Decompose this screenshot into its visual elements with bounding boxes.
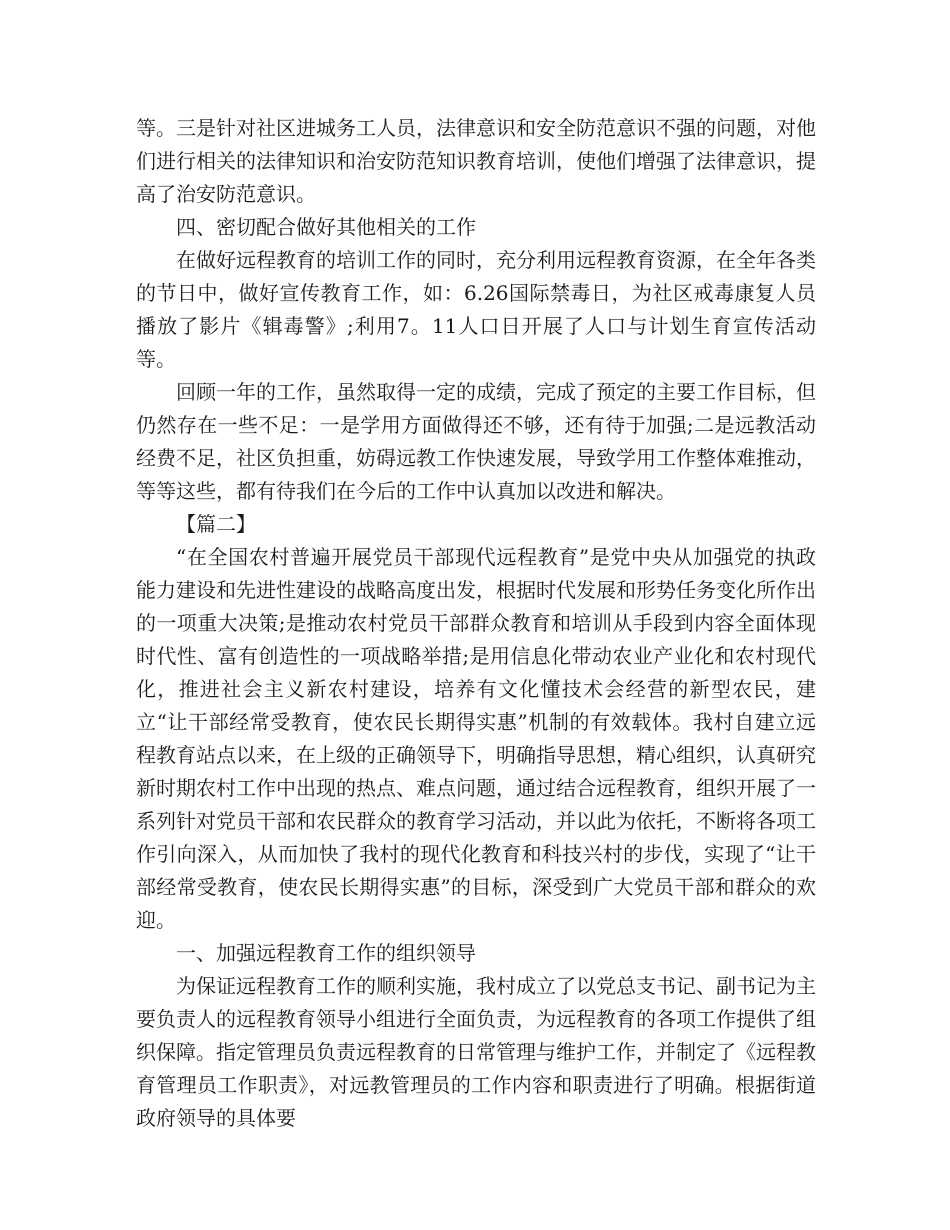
document-body bbox=[136, 112, 816, 1135]
section-heading-organization-leadership: 一、加强远程教育工作的组织领导 bbox=[176, 941, 476, 965]
paragraph-safety-training: 等。三是针对社区进城务工人员，法律意识和安全防范意识不强的问题，对他们进行相关的法律知识和治安防范知识教育培训，使他们增强了法律意识，提高了治安防范意识。 bbox=[136, 116, 816, 206]
paragraph-remote-education-intro: “在全国农村普遍开展党员干部现代远程教育”是党中央从加强党的执政能力建设和先进性建设的战略高度出发，根据时代发展和形势任务变化所作出的一项重大决策;是推动农村党员干部群众教育和培训从手段到内容全面体现时代性、富有创造性的一项战略举措;是用信息化带动农业产业化和农村现代化，推进社会主义新农村建设，培养有文化懂技术会经营的新型农民，建立“让干部经常受教育，使农民长期得实惠”机制的有效载体。我村自建立远程教育站点以来，在上级的正确领导下，明确指导思想，精心组织，认真研究新时期农村工作中出现的热点、难点问题，通过结合远程教育，组织开展了一系列针对党员干部和农民群众的教育学习活动，并以此为依托，不断将各项工作引向深入，从而加快了我村的现代化教育和科技兴村的步伐，实现了“让干部经常受教育，使农民长期得实惠”的目标，深受到广大党员干部和群众的欢迎。 bbox=[136, 545, 816, 932]
section-label-part-two: 【篇二】 bbox=[176, 512, 256, 536]
section-heading-coordinate-work: 四、密切配合做好其他相关的工作 bbox=[176, 215, 476, 239]
paragraph-publicity-education: 在做好远程教育的培训工作的同时，充分利用远程教育资源，在全年各类的节日中，做好宣传教育工作，如：6.26国际禁毒日，为社区戒毒康复人员播放了影片《辑毒警》;利用7。11人口日开展了人口与计划生育宣传活动等。 bbox=[136, 248, 816, 371]
paragraph-leadership-group: 为保证远程教育工作的顺利实施，我村成立了以党总支书记、副书记为主要负责人的远程教育领导小组进行全面负责，为远程教育的各项工作提供了组织保障。指定管理员负责远程教育的日常管理与维护工作，并制定了《远程教育管理员工作职责》，对远教管理员的工作内容和职责进行了明确。根据街道政府领导的具体要 bbox=[136, 974, 816, 1130]
paragraph-year-review: 回顾一年的工作，虽然取得一定的成绩，完成了预定的主要工作目标，但仍然存在一些不足：一是学用方面做得还不够，还有待于加强;二是远教活动经费不足，社区负担重，妨碍远教工作快速发展，导致学用工作整体难推动，等等这些，都有待我们在今后的工作中认真加以改进和解决。 bbox=[136, 380, 816, 503]
